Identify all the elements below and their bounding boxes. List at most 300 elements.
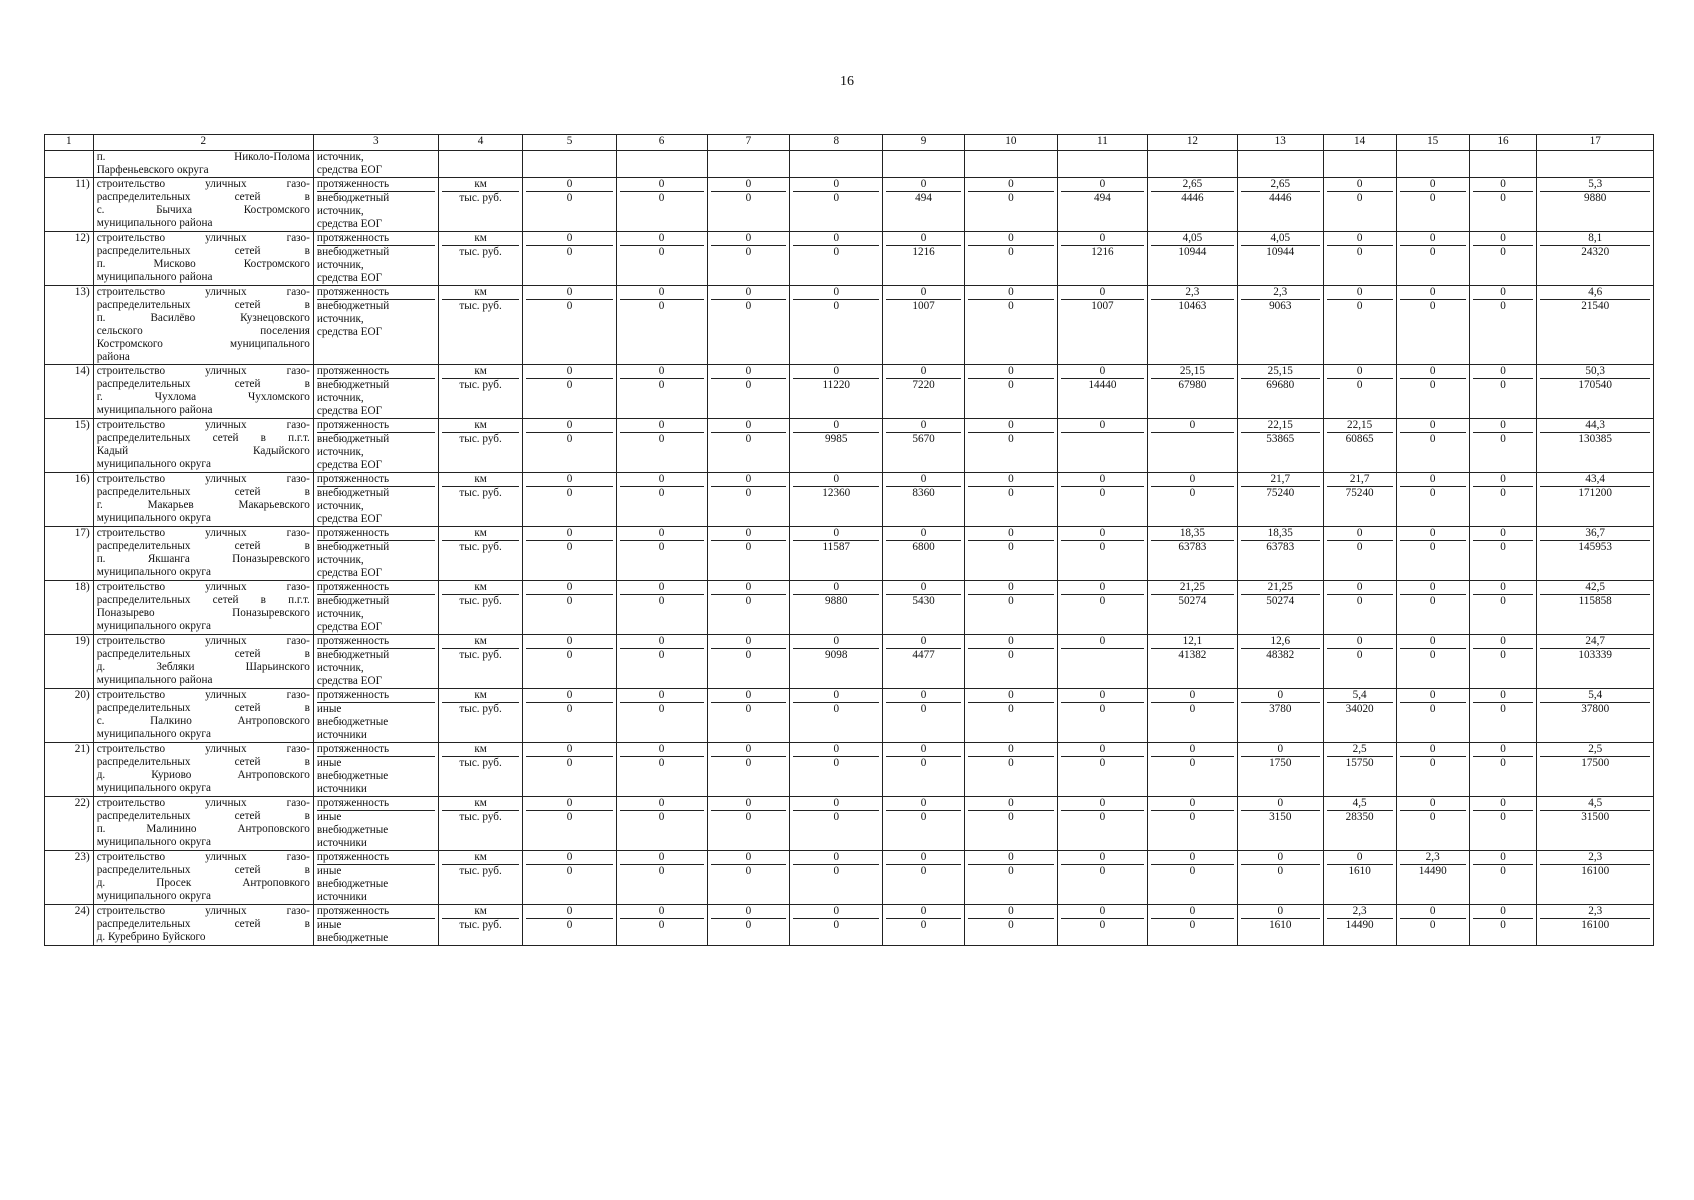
value-cell — [964, 151, 1057, 178]
length-value: 0 — [1473, 635, 1534, 649]
cost-value: 0 — [1500, 541, 1506, 553]
value-cell — [1537, 743, 1654, 797]
table-row — [45, 635, 1654, 689]
length-value: 0 — [968, 527, 1054, 541]
value-cell — [790, 473, 883, 527]
cost-value: 0 — [1429, 703, 1436, 715]
cost-value: 67980 — [1178, 379, 1207, 391]
value-cell — [1396, 419, 1469, 473]
text-line: муниципального округа — [96, 836, 211, 848]
table-row — [45, 473, 1654, 527]
text-line: г. Макарьев Макарьевского — [96, 499, 310, 511]
text-line: распределительных сетей в — [96, 191, 310, 203]
length-value: 4,6 — [1540, 286, 1650, 300]
value-cell — [790, 905, 883, 946]
cost-value: 41382 — [1178, 649, 1207, 661]
unit-km: км — [442, 232, 520, 246]
funding-source-line: источник, — [316, 662, 364, 674]
value-cell — [616, 581, 707, 635]
measure-length-label: протяженность — [317, 905, 435, 919]
value-cell — [523, 689, 616, 743]
length-value: 0 — [711, 178, 787, 192]
cost-value: 0 — [1356, 300, 1363, 312]
value-cell — [1537, 419, 1654, 473]
cost-value: 0 — [745, 541, 752, 553]
funding-source-line: источник, — [316, 392, 364, 404]
funding-source-line: внебюджетный — [316, 433, 390, 445]
text-line: распределительных сетей в — [96, 702, 310, 714]
length-value: 0 — [620, 797, 704, 811]
cost-value — [1061, 649, 1144, 662]
page-number: 16 — [840, 74, 854, 89]
cost-value: 0 — [1008, 192, 1014, 204]
measure-length-label: протяженность — [317, 178, 435, 192]
value-cell — [964, 232, 1057, 286]
text-line: муниципального округа — [96, 782, 211, 794]
cost-value: 0 — [658, 433, 665, 445]
cost-value: 10944 — [1178, 246, 1207, 258]
value-cell — [523, 151, 616, 178]
value-cell — [1537, 851, 1654, 905]
funding-source-line: источник, — [316, 313, 364, 325]
cost-value: 0 — [920, 865, 927, 877]
value-cell — [964, 797, 1057, 851]
value-cell — [1237, 905, 1323, 946]
value-cell — [964, 419, 1057, 473]
cost-value: 145953 — [1578, 541, 1612, 553]
length-value: 0 — [711, 527, 787, 541]
column-header-3: 3 — [313, 135, 438, 151]
funding-source-line: иные — [316, 703, 342, 715]
text-line: распределительных сетей в — [96, 648, 310, 660]
text-line: строительство уличных газо- — [96, 232, 310, 244]
value-cell — [1396, 851, 1469, 905]
unit-km: км — [442, 851, 520, 865]
value-cell — [1147, 286, 1237, 365]
cost-value: 0 — [1356, 541, 1363, 553]
value-cell — [616, 473, 707, 527]
measure-length-label: протяженность — [317, 365, 435, 379]
length-value: 2,65 — [1241, 178, 1320, 192]
funding-source-line: внебюджетные — [316, 716, 389, 728]
length-value: 0 — [526, 905, 612, 919]
length-value: 0 — [793, 689, 879, 703]
length-value: 0 — [620, 473, 704, 487]
value-cell — [1469, 905, 1537, 946]
length-value: 0 — [968, 743, 1054, 757]
funding-source-line: внебюджетные — [316, 878, 389, 890]
unit-thousand-rub: тыс. руб. — [459, 379, 502, 391]
cost-value: 0 — [1008, 865, 1014, 877]
value-cell — [707, 232, 790, 286]
length-value: 0 — [1241, 905, 1320, 919]
cost-value: 0 — [658, 865, 665, 877]
value-cell — [1396, 473, 1469, 527]
value-cell — [1469, 581, 1537, 635]
length-value: 0 — [1473, 527, 1534, 541]
measure-cell — [313, 365, 438, 419]
row-index-cell: 23) — [45, 851, 94, 905]
cost-value: 0 — [658, 300, 665, 312]
cost-value: 0 — [1008, 300, 1014, 312]
measure-cell — [313, 232, 438, 286]
value-cell — [1147, 178, 1237, 232]
unit-thousand-rub: тыс. руб. — [459, 246, 502, 258]
measure-length-label: протяженность — [317, 527, 435, 541]
length-value: 0 — [1473, 689, 1534, 703]
value-cell — [616, 232, 707, 286]
value-cell — [1237, 286, 1323, 365]
unit-km: км — [442, 905, 520, 919]
funding-source-line: внебюджетный — [316, 487, 390, 499]
length-value: 0 — [968, 473, 1054, 487]
value-cell — [883, 419, 965, 473]
text-line: строительство уличных газо- — [96, 797, 310, 809]
cost-value: 0 — [1429, 649, 1436, 661]
length-value: 12,6 — [1241, 635, 1320, 649]
text-line: п. Николо-Полома — [96, 151, 310, 163]
value-cell — [523, 286, 616, 365]
length-value: 0 — [1061, 232, 1144, 246]
length-value: 0 — [1061, 527, 1144, 541]
value-cell — [1057, 797, 1147, 851]
unit-cell — [438, 581, 523, 635]
object-name-cell — [93, 473, 313, 527]
length-value: 0 — [526, 365, 612, 379]
value-cell — [1537, 797, 1654, 851]
length-value: 0 — [968, 635, 1054, 649]
length-value: 0 — [886, 527, 961, 541]
length-value: 0 — [1473, 743, 1534, 757]
unit-km: км — [442, 178, 520, 192]
length-value: 0 — [526, 797, 612, 811]
object-name-cell — [93, 232, 313, 286]
value-cell — [1323, 851, 1396, 905]
cost-value: 1216 — [912, 246, 935, 258]
length-value: 4,5 — [1327, 797, 1393, 811]
value-cell — [707, 851, 790, 905]
value-cell — [1237, 635, 1323, 689]
value-cell — [964, 635, 1057, 689]
value-cell — [1147, 473, 1237, 527]
table-row — [45, 419, 1654, 473]
column-header-11: 11 — [1057, 135, 1147, 151]
text-line: г. Чухлома Чухломского — [96, 391, 310, 403]
length-value: 0 — [1241, 797, 1320, 811]
measure-length-label: протяженность — [317, 689, 435, 703]
length-value: 0 — [968, 365, 1054, 379]
value-cell — [1323, 419, 1396, 473]
row-index-cell: 18) — [45, 581, 94, 635]
table-row — [45, 905, 1654, 946]
length-value: 0 — [620, 286, 704, 300]
cost-value: 0 — [1099, 757, 1106, 769]
text-line: п. Якшанга Поназыревского — [96, 553, 310, 565]
cost-value: 0 — [1429, 379, 1436, 391]
funding-source-line: источник, — [316, 446, 364, 458]
value-cell — [707, 527, 790, 581]
cost-value: 0 — [1356, 379, 1363, 391]
text-line: строительство уличных газо- — [96, 689, 310, 701]
funding-source-line: средства ЕОГ — [316, 405, 383, 417]
value-cell — [707, 635, 790, 689]
measure-length-label: протяженность — [317, 851, 435, 865]
value-cell — [1469, 527, 1537, 581]
length-value: 0 — [1327, 178, 1393, 192]
funding-source-line: внебюджетные — [316, 932, 389, 944]
length-value: 0 — [711, 419, 787, 433]
value-cell — [964, 178, 1057, 232]
length-value: 0 — [711, 851, 787, 865]
unit-cell — [438, 743, 523, 797]
unit-cell — [438, 286, 523, 365]
length-value: 0 — [793, 286, 879, 300]
cost-value: 0 — [1500, 649, 1506, 661]
unit-cell — [438, 232, 523, 286]
row-index-cell: 17) — [45, 527, 94, 581]
value-cell — [1057, 286, 1147, 365]
value-cell — [707, 286, 790, 365]
length-value: 2,3 — [1400, 851, 1466, 865]
value-cell — [1396, 797, 1469, 851]
value-cell — [1057, 851, 1147, 905]
length-value: 0 — [620, 232, 704, 246]
cost-value: 0 — [1356, 595, 1363, 607]
value-cell — [1147, 905, 1237, 946]
value-cell — [1469, 473, 1537, 527]
length-value: 0 — [1400, 527, 1466, 541]
unit-km: км — [442, 365, 520, 379]
cost-value: 4446 — [1181, 192, 1204, 204]
value-cell — [1323, 743, 1396, 797]
length-value: 0 — [1061, 635, 1144, 649]
length-value: 0 — [1400, 473, 1466, 487]
row-index-cell: 19) — [45, 635, 94, 689]
length-value: 0 — [1473, 797, 1534, 811]
row-index-cell: 21) — [45, 743, 94, 797]
funding-source-line: источники — [316, 891, 367, 903]
cost-value: 0 — [566, 541, 573, 553]
cost-value: 0 — [920, 757, 927, 769]
value-cell — [1323, 797, 1396, 851]
text-line: распределительных сетей в — [96, 540, 310, 552]
column-header-1: 1 — [45, 135, 94, 151]
text-line: муниципального округа — [96, 620, 211, 632]
value-cell — [1469, 743, 1537, 797]
value-cell — [1537, 905, 1654, 946]
cost-value: 15750 — [1345, 757, 1374, 769]
value-cell — [1323, 232, 1396, 286]
length-value: 0 — [1061, 851, 1144, 865]
cost-value: 7220 — [912, 379, 935, 391]
value-cell — [523, 743, 616, 797]
text-line: строительство уличных газо- — [96, 473, 310, 485]
cost-value: 0 — [745, 703, 752, 715]
cost-value: 0 — [1099, 541, 1106, 553]
value-cell — [790, 286, 883, 365]
value-cell — [1469, 689, 1537, 743]
row-index-cell: 20) — [45, 689, 94, 743]
length-value: 0 — [526, 743, 612, 757]
cost-value: 0 — [745, 379, 752, 391]
unit-km: км — [442, 689, 520, 703]
length-value: 0 — [886, 365, 961, 379]
value-cell — [883, 851, 965, 905]
value-cell — [964, 527, 1057, 581]
unit-km: км — [442, 473, 520, 487]
object-name-cell — [93, 581, 313, 635]
text-line: распределительных сетей в — [96, 299, 310, 311]
cost-value: 0 — [920, 703, 927, 715]
length-value: 0 — [1151, 419, 1234, 433]
cost-value: 0 — [745, 246, 752, 258]
text-line: муниципального района — [96, 674, 213, 686]
funding-source-line: источник, — [316, 259, 364, 271]
cost-value: 0 — [658, 246, 665, 258]
text-line: распределительных сетей в — [96, 378, 310, 390]
funding-source-line: источники — [316, 783, 367, 795]
value-cell — [1323, 286, 1396, 365]
value-cell — [1323, 635, 1396, 689]
cost-value: 9880 — [1584, 192, 1607, 204]
text-line: п. Мисково Костромского — [96, 258, 310, 270]
value-cell — [1469, 635, 1537, 689]
value-cell — [707, 178, 790, 232]
value-cell — [1469, 365, 1537, 419]
length-value: 0 — [886, 286, 961, 300]
measure-length-label: протяженность — [317, 473, 435, 487]
cost-value: 5670 — [912, 433, 935, 445]
value-cell — [1537, 365, 1654, 419]
object-name-cell — [93, 178, 313, 232]
cost-value: 0 — [1099, 703, 1106, 715]
value-cell — [790, 851, 883, 905]
length-value: 21,25 — [1151, 581, 1234, 595]
length-value: 0 — [620, 635, 704, 649]
value-cell — [790, 365, 883, 419]
cost-value: 50274 — [1266, 595, 1295, 607]
value-cell — [883, 581, 965, 635]
length-value: 22,15 — [1327, 419, 1393, 433]
cost-value: 0 — [658, 811, 665, 823]
length-value: 4,05 — [1151, 232, 1234, 246]
funding-source-line: средства ЕОГ — [316, 513, 383, 525]
cost-value: 0 — [833, 919, 840, 931]
length-value: 0 — [793, 527, 879, 541]
cost-value: 0 — [566, 433, 573, 445]
table-row-continuation — [45, 151, 1654, 178]
length-value: 5,4 — [1540, 689, 1650, 703]
cost-value: 0 — [1429, 433, 1436, 445]
funding-source-line: средства ЕОГ — [316, 567, 383, 579]
cost-value: 3780 — [1269, 703, 1292, 715]
text-line: распределительных сетей в — [96, 810, 310, 822]
cost-value: 14490 — [1418, 865, 1447, 877]
row-index-cell: 16) — [45, 473, 94, 527]
length-value: 0 — [968, 178, 1054, 192]
value-cell — [1237, 178, 1323, 232]
cost-value: 0 — [566, 703, 573, 715]
value-cell — [616, 797, 707, 851]
length-value: 0 — [1400, 178, 1466, 192]
value-cell — [1323, 365, 1396, 419]
unit-km: км — [442, 743, 520, 757]
funding-source-line: источник, — [316, 205, 364, 217]
value-cell — [1323, 581, 1396, 635]
cost-value: 0 — [745, 192, 752, 204]
text-line: района — [96, 351, 130, 363]
length-value: 21,7 — [1241, 473, 1320, 487]
length-value: 0 — [1327, 365, 1393, 379]
text-line: строительство уличных газо- — [96, 178, 310, 190]
unit-cell — [438, 419, 523, 473]
cost-value: 0 — [566, 757, 573, 769]
cost-value: 1610 — [1269, 919, 1292, 931]
value-cell — [616, 178, 707, 232]
cost-value: 0 — [1500, 811, 1506, 823]
funding-source-line: источники — [316, 729, 367, 741]
cost-value: 0 — [658, 649, 665, 661]
length-value: 0 — [1473, 473, 1534, 487]
value-cell — [1057, 689, 1147, 743]
value-cell — [883, 527, 965, 581]
value-cell — [1057, 151, 1147, 178]
cost-value: 103339 — [1578, 649, 1612, 661]
length-value: 0 — [620, 365, 704, 379]
cost-value: 0 — [920, 811, 927, 823]
cost-value: 0 — [833, 811, 840, 823]
value-cell — [1469, 419, 1537, 473]
text-line: строительство уличных газо- — [96, 365, 310, 377]
length-value: 0 — [1400, 689, 1466, 703]
value-cell — [883, 689, 965, 743]
cost-value: 0 — [1189, 703, 1196, 715]
length-value: 0 — [1151, 473, 1234, 487]
funding-source-line: средства ЕОГ — [316, 459, 383, 471]
cost-value: 24320 — [1581, 246, 1610, 258]
measure-length-label: протяженность — [317, 581, 435, 595]
unit-cell — [438, 527, 523, 581]
value-cell — [1237, 689, 1323, 743]
text-line: строительство уличных газо- — [96, 286, 310, 298]
value-cell — [1237, 797, 1323, 851]
cost-value: 0 — [833, 246, 840, 258]
measure-length-label: протяженность — [317, 419, 435, 433]
length-value: 0 — [1151, 905, 1234, 919]
funding-source-line: иные — [316, 865, 342, 877]
value-cell — [1057, 905, 1147, 946]
cost-value: 1216 — [1091, 246, 1114, 258]
funding-source-line: внебюджетный — [316, 595, 390, 607]
cost-value: 0 — [1429, 595, 1436, 607]
length-value: 0 — [1400, 905, 1466, 919]
value-cell — [1057, 473, 1147, 527]
table-row — [45, 365, 1654, 419]
value-cell — [523, 635, 616, 689]
unit-cell — [438, 797, 523, 851]
value-cell — [523, 581, 616, 635]
value-cell — [1237, 851, 1323, 905]
column-header-2: 2 — [93, 135, 313, 151]
cost-value: 0 — [1189, 919, 1196, 931]
value-cell — [1147, 743, 1237, 797]
cost-value: 0 — [566, 246, 573, 258]
text-line: строительство уличных газо- — [96, 581, 310, 593]
value-cell — [1147, 151, 1237, 178]
length-value: 0 — [968, 797, 1054, 811]
length-value: 0 — [526, 527, 612, 541]
value-cell — [1147, 689, 1237, 743]
